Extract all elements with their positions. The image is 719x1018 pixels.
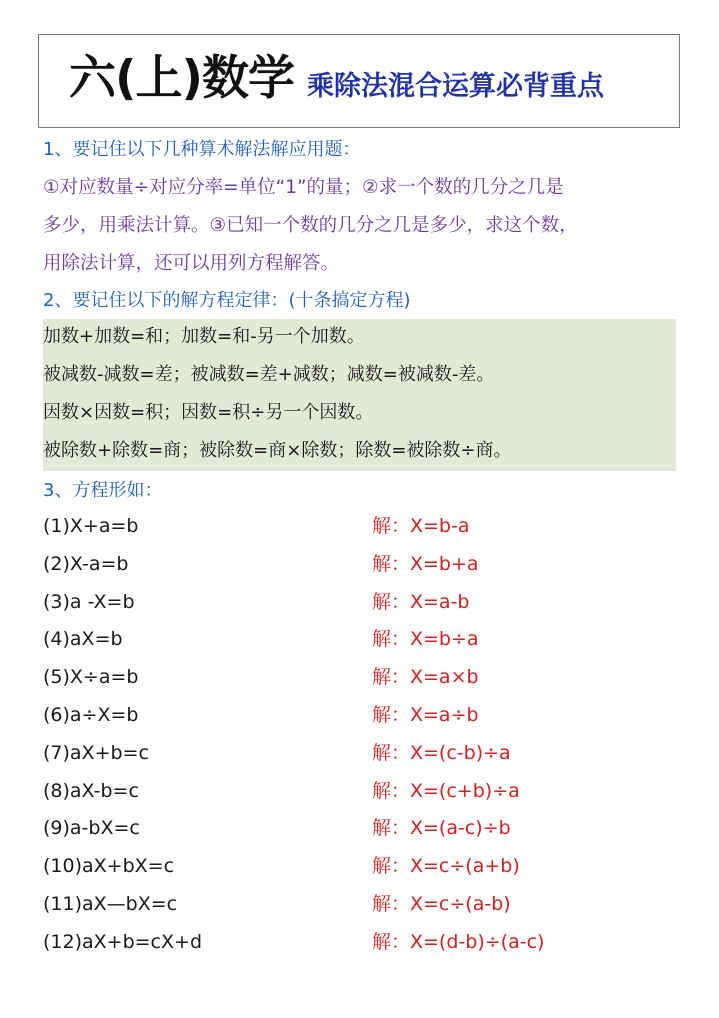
equation-solution: 解：X=a÷b <box>372 704 479 726</box>
equation-form: (8)aX-b=c <box>43 780 139 802</box>
equation-solution: 解：X=(c+b)÷a <box>372 780 520 802</box>
section1-heading: 1、要记住以下几种算术解法解应用题： <box>43 139 361 160</box>
section1-line-3: 用除法计算，还可以用列方程解答。 <box>43 253 340 274</box>
equation-solution: 解：X=b+a <box>372 553 479 575</box>
equation-form: (2)X-a=b <box>43 553 129 575</box>
equation-solution: 解：X=(a-c)÷b <box>372 817 511 839</box>
equation-form: (3)a -X=b <box>43 591 135 613</box>
equation-form: (6)a÷X=b <box>43 704 139 726</box>
equation-solution: 解：X=a×b <box>372 666 479 688</box>
rule-multiplication: 因数×因数=积；因数=积÷另一个因数。 <box>43 402 374 423</box>
equation-solution: 解：X=b÷a <box>372 628 479 650</box>
section3-heading: 3、方程形如： <box>43 480 163 501</box>
equation-form: (7)aX+b=c <box>43 742 149 764</box>
title-box <box>38 34 680 128</box>
equation-form: (12)aX+b=cX+d <box>43 931 203 953</box>
equation-form: (1)X+a=b <box>43 515 139 537</box>
equation-form: (10)aX+bX=c <box>43 855 175 877</box>
page-title: 六(上)数学 <box>69 51 294 106</box>
section2-heading: 2、要记住以下的解方程定律：(十条搞定方程) <box>43 290 411 311</box>
rule-division: 被除数+除数=商；被除数=商×除数；除数=被除数÷商。 <box>43 440 512 461</box>
equation-solution: 解：X=(d-b)÷(a-c) <box>372 931 545 953</box>
equation-form: (4)aX=b <box>43 628 123 650</box>
rule-subtraction: 被减数-减数=差；被减数=差+减数；减数=被减数-差。 <box>43 364 495 385</box>
equation-form: (5)X÷a=b <box>43 666 139 688</box>
section1-line-1: ①对应数量÷对应分率=单位“1”的量；②求一个数的几分之几是 <box>43 177 564 198</box>
equation-form: (11)aX—bX=c <box>43 893 178 915</box>
equation-solution: 解：X=a-b <box>372 591 470 613</box>
equation-solution: 解：X=(c-b)÷a <box>372 742 511 764</box>
page-subtitle: 乘除法混合运算必背重点 <box>307 71 604 102</box>
equation-solution: 解：X=c÷(a-b) <box>372 893 511 915</box>
rule-addition: 加数+加数=和；加数=和-另一个加数。 <box>43 326 365 347</box>
equation-solution: 解：X=b-a <box>372 515 470 537</box>
section1-line-2: 多少，用乘法计算。③已知一个数的几分之几是多少，求这个数， <box>43 215 578 236</box>
equation-solution: 解：X=c÷(a+b) <box>372 855 520 877</box>
equation-form: (9)a-bX=c <box>43 817 140 839</box>
